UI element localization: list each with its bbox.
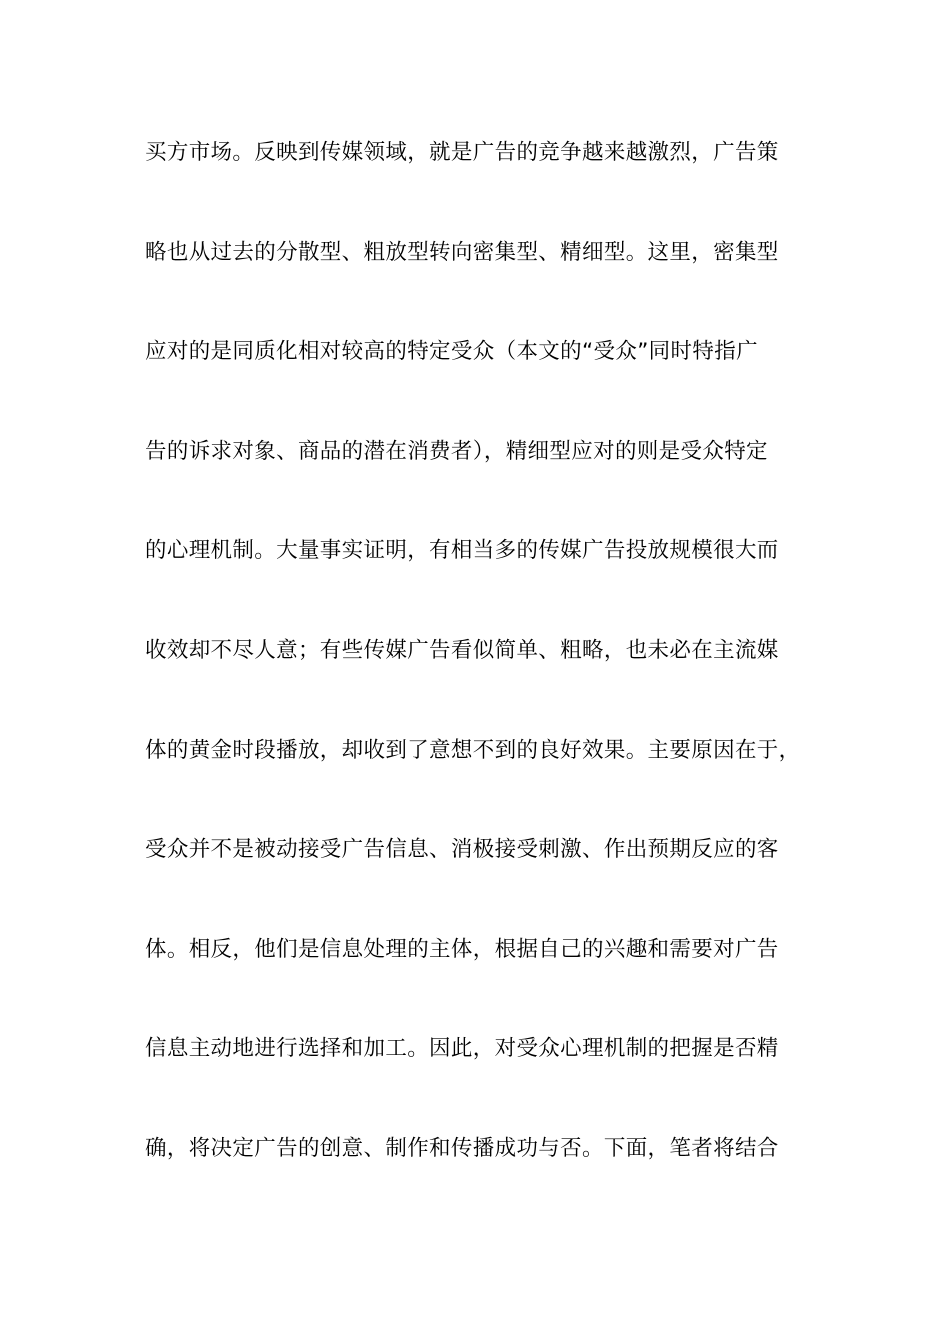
text-line-11: 确，将决定广告的创意、制作和传播成功与否。下面，笔者将结合: [145, 1135, 779, 1161]
text-line-1: 买方市场。反映到传媒领域，就是广告的竞争越来越激烈，广告策: [145, 140, 779, 165]
text-line-7: 体的黄金时段播放，却收到了意想不到的良好效果。主要原因在于，: [145, 737, 801, 763]
text-line-3: 应对的是同质化相对较高的特定受众（本文的“受众”同时特指广: [145, 339, 758, 365]
text-line-8: 受众并不是被动接受广告信息、消极接受刺激、作出预期反应的客: [145, 837, 779, 863]
text-line-10: 信息主动地进行选择和加工。因此，对受众心理机制的把握是否精: [145, 1036, 779, 1062]
text-line-9: 体。相反，他们是信息处理的主体，根据自己的兴趣和需要对广告: [145, 936, 779, 962]
body-paragraph: [145, 131, 835, 1227]
text-line-2: 略也从过去的分散型、粗放型转向密集型、精细型。这里，密集型: [145, 239, 779, 265]
text-line-5: 的心理机制。大量事实证明，有相当多的传媒广告投放规模很大而: [145, 538, 779, 564]
text-line-4: 告的诉求对象、商品的潜在消费者），精细型应对的则是受众特定: [145, 438, 768, 464]
text-line-6: 收效却不尽人意；有些传媒广告看似简单、粗略，也未必在主流媒: [145, 637, 779, 663]
